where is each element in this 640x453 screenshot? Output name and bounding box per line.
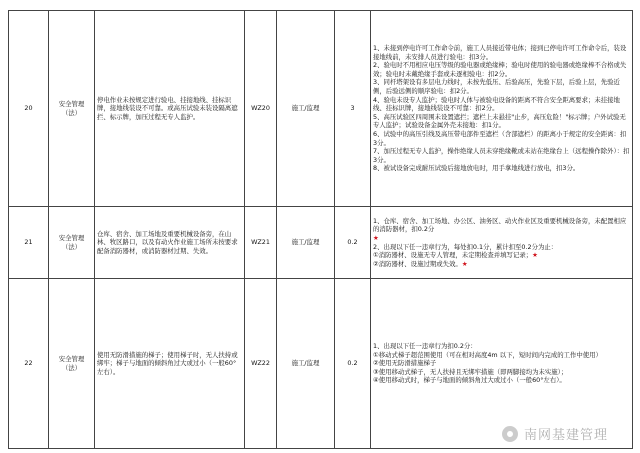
row-score: 3 [335,11,371,207]
criteria-line: 4、验电未设专人监护；验电时人体与被验电设备的距离不符合安全距离要求；未挂接地线、挂标识牌，接地线装设不可靠：扣2分。 [373,95,620,113]
row-code: WZ20 [245,11,277,207]
criteria-line: 8、被试设备完成耐压试验后接地放电时，用手拿地线进行放电，扣3分。 [373,164,580,173]
watermark-text: 南网基建管理 [523,428,608,443]
row-score: 0.2 [335,207,371,279]
table-row [9,279,633,449]
criteria-line: 1、未接到停电许可工作命令前，施工人员接近带电体；接到已停电许可工作命令后，装设接地线前，未安排人员进行验电：扣3分。 [373,44,627,61]
star-mark-icon: ★ [461,259,468,268]
criteria-line: 1、出现以下任一违章行为扣0.2分： [373,342,477,351]
criteria-line: ④使用移动式时，梯子与地面的倾斜角过大或过小（一般60°左右）。 [373,376,566,385]
row-code: WZ22 [245,279,277,449]
row-code: WZ21 [245,207,277,279]
criteria-line: ①消防器材、设施无专人管理，未定期检查并填写记录；★ [373,251,538,260]
criteria-line: 3、同杆塔架设有多层电力线时，未按先低压、后验高压，先验下层，后验上层，先验近侧，后验远侧的顺序验电：扣2分。 [373,78,620,96]
criteria-line: 2、出现以下任一违章行为，每处扣0.1分，累计扣至0.2分为止： [373,242,558,251]
row-unit: 施工/监理 [277,11,335,207]
criteria-line [373,234,630,243]
criteria-line: ②消防器材、设施过期或失效。★ [373,259,468,268]
row-category: 安全管理（法） [49,279,95,449]
row-unit: 施工/监理 [277,207,335,279]
star-mark-icon: ★ [532,251,538,260]
row-category: 安全管理（法） [49,11,95,207]
criteria-line: 6、试验中的高压引线及高压带电部件至遮栏（含部遮栏）的距离小于规定的安全距离：扣3分。 [373,129,627,147]
criteria-line: ①移动式梯子超范围使用（可在相对高度4m 以下，短时间内完成的工作中使用） [373,350,602,359]
row-standard: 使用无防滑措施的梯子；使用梯子时，无人扶持或绑牢；梯子与地面的倾斜角过大或过小（一般60°左右）。 [95,279,245,449]
criteria-line: ③使用移动式梯子，无人扶持且无绑牢措施（即两脚接均为未实施）； [373,367,568,376]
criteria-line: 2、验电时不用相应电压等级的验电器或绝缘棒；验电时使用的验电器或绝缘棒不合格或失效；验电时未戴绝缘手套或未逐相验电：扣2分。 [373,61,627,78]
criteria-line: 5、高压试验区四周围未设置遮拦；遮栏上未悬挂"止步，高压危险！"标示牌；户外试验无专人监护；试验设备金属外壳未接地：扣1分。 [373,112,626,130]
star-mark-icon: ★ [373,233,379,242]
row-standard: 停电作业未按规定进行验电、挂接地线、挂标识牌，接地线装设不可靠。或高压试验未装设隔离遮拦、标示牌，加压过程无专人监护。 [95,11,245,207]
criteria-line: 7、加压过程无专人监护，操作绝缘人员未穿绝缘靴或未站在绝缘台上（远程操作除外）：扣3分。 [373,147,630,164]
row-score: 0.2 [335,279,371,449]
row-criteria [371,11,633,207]
row-criteria [371,207,633,279]
row-number: 20 [9,11,49,207]
wechat-account-icon [502,426,518,442]
row-number: 22 [9,279,49,449]
table-row [9,11,633,207]
criteria-line: 1、仓库、宿舍、加工场地、办公区、油务区、动火作业区及重要机械设备旁，未配置相应的消防器材，扣0.2分 [373,216,627,234]
table-row [9,207,633,279]
row-criteria [371,279,633,449]
row-category: 安全管理（法） [49,207,95,279]
row-standard: 仓库、宿舍、加工场地及重要机械设备旁，在山林、牧区路口，以及有动火作业施工场所未按要求配备消防器材，或消防器材过期、失效。 [95,207,245,279]
watermark [502,424,608,443]
criteria-line: ②使用无防滑措施梯子 [373,359,437,368]
safety-standards-table [8,10,633,449]
table-body [9,11,633,449]
row-unit: 施工/监理 [277,279,335,449]
row-number: 21 [9,207,49,279]
